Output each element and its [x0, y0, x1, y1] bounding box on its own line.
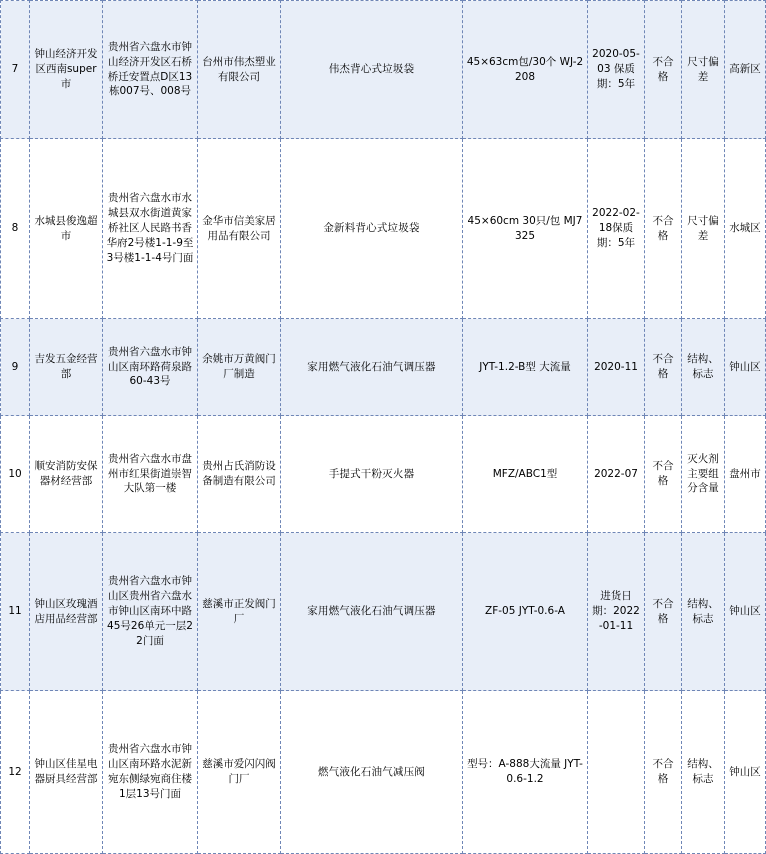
cell-index: 11: [1, 533, 30, 691]
table-row: [1, 1, 766, 139]
cell-date: 2022-07: [588, 416, 645, 533]
cell-address: 贵州省六盘水市钟山区南环路荷泉路60-43号: [103, 319, 198, 416]
cell-address: 贵州省六盘水市钟山经济开发区石桥桥迁安置点D区13栋007号、008号: [103, 1, 198, 139]
cell-result: 不合格: [645, 139, 682, 319]
cell-product: 家用燃气液化石油气调压器: [281, 533, 463, 691]
cell-spec: 型号：A-888大流量 JYT-0.6-1.2: [463, 691, 588, 854]
table-row: [1, 139, 766, 319]
cell-result: 不合格: [645, 691, 682, 854]
cell-area: 钟山区: [725, 319, 766, 416]
cell-seller: 钟山经济开发区西南super市: [30, 1, 103, 139]
cell-address: 贵州省六盘水市钟山区贵州省六盘水市钟山区南环中路45号26单元一层22门面: [103, 533, 198, 691]
cell-manufacturer: 慈溪市爱闪闪阀门厂: [198, 691, 281, 854]
table-row: [1, 533, 766, 691]
cell-address: 贵州省六盘水市钟山区南环路水泥新宛东侧绿宛商住楼1层13号门面: [103, 691, 198, 854]
cell-product: 伟杰背心式垃圾袋: [281, 1, 463, 139]
cell-address: 贵州省六盘水市盘州市红果街道崇智大队第一楼: [103, 416, 198, 533]
cell-date: [588, 691, 645, 854]
cell-index: 7: [1, 1, 30, 139]
cell-result: 不合格: [645, 533, 682, 691]
cell-result: 不合格: [645, 1, 682, 139]
cell-manufacturer: 台州市伟杰塑业有限公司: [198, 1, 281, 139]
cell-seller: 钟山区佳星电器厨具经营部: [30, 691, 103, 854]
cell-area: 钟山区: [725, 691, 766, 854]
cell-items: 尺寸偏差: [682, 1, 725, 139]
table-row: [1, 416, 766, 533]
cell-date: 进货日期：2022-01-11: [588, 533, 645, 691]
cell-items: 尺寸偏差: [682, 139, 725, 319]
table-row: [1, 691, 766, 854]
cell-address: 贵州省六盘水市水城县双水街道黄家桥社区人民路书香华府2号楼1-1-9至3号楼1-1-4号门面: [103, 139, 198, 319]
cell-product: 手提式干粉灭火器: [281, 416, 463, 533]
cell-seller: 水城县俊逸超市: [30, 139, 103, 319]
cell-area: 钟山区: [725, 533, 766, 691]
cell-spec: ZF-05 JYT-0.6-A: [463, 533, 588, 691]
cell-product: 燃气液化石油气减压阀: [281, 691, 463, 854]
cell-spec: JYT-1.2-B型 大流量: [463, 319, 588, 416]
table-body: [1, 1, 766, 854]
cell-items: 灭火剂主要组分含量: [682, 416, 725, 533]
cell-manufacturer: 慈溪市正发阀门厂: [198, 533, 281, 691]
cell-items: 结构、标志: [682, 691, 725, 854]
cell-index: 12: [1, 691, 30, 854]
cell-manufacturer: 余姚市万黄阀门厂制造: [198, 319, 281, 416]
cell-manufacturer: 金华市信美家居用品有限公司: [198, 139, 281, 319]
table-row: [1, 319, 766, 416]
cell-product: 金新料背心式垃圾袋: [281, 139, 463, 319]
cell-spec: 45×63cm包/30个 WJ-2208: [463, 1, 588, 139]
cell-product: 家用燃气液化石油气调压器: [281, 319, 463, 416]
cell-date: 2020-05-03 保质期：5年: [588, 1, 645, 139]
cell-seller: 顺安消防安保器材经营部: [30, 416, 103, 533]
cell-result: 不合格: [645, 416, 682, 533]
cell-date: 2020-11: [588, 319, 645, 416]
cell-spec: MFZ/ABC1型: [463, 416, 588, 533]
cell-area: 盘州市: [725, 416, 766, 533]
cell-spec: 45×60cm 30只/包 MJ7325: [463, 139, 588, 319]
cell-index: 9: [1, 319, 30, 416]
cell-items: 结构、标志: [682, 533, 725, 691]
cell-index: 10: [1, 416, 30, 533]
cell-result: 不合格: [645, 319, 682, 416]
cell-date: 2022-02-18保质期：5年: [588, 139, 645, 319]
cell-area: 高新区: [725, 1, 766, 139]
cell-manufacturer: 贵州占氏消防设备制造有限公司: [198, 416, 281, 533]
cell-items: 结构、标志: [682, 319, 725, 416]
cell-seller: 吉发五金经营部: [30, 319, 103, 416]
cell-seller: 钟山区玫瑰酒店用品经营部: [30, 533, 103, 691]
cell-index: 8: [1, 139, 30, 319]
cell-area: 水城区: [725, 139, 766, 319]
